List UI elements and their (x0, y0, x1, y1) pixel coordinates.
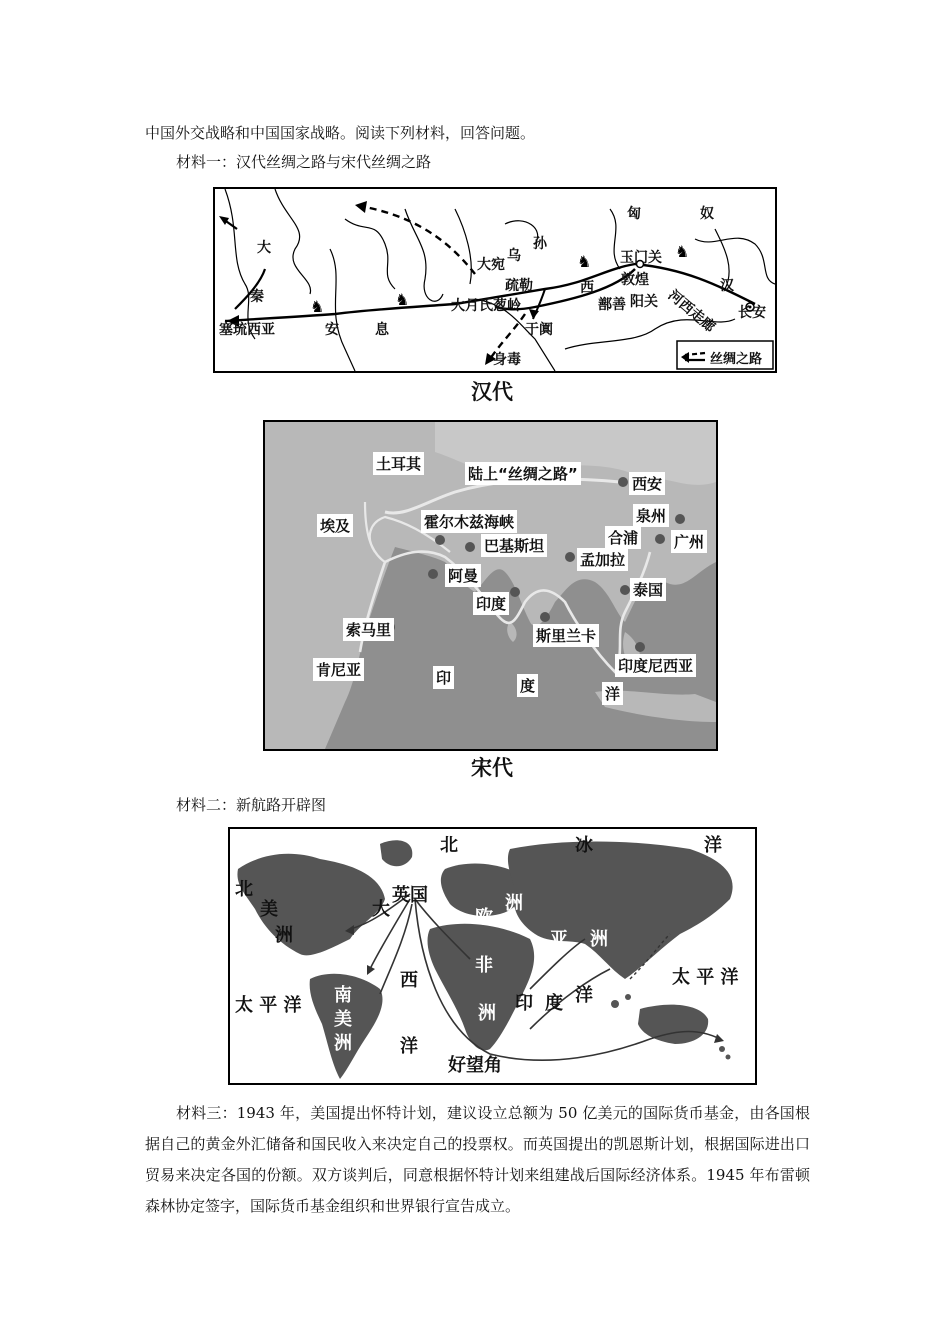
label-yuezhi: 大月氏葱岭 (451, 298, 521, 314)
label-eu-zhou: 洲 (505, 893, 523, 914)
label-han: 汉 (720, 278, 734, 294)
label-io-du: 度 (545, 993, 563, 1014)
label-land-silk-road: 陆上“丝绸之路” (465, 462, 581, 485)
han-silk-road-map (213, 187, 777, 373)
new-sea-routes-map (228, 827, 757, 1085)
label-na-bei: 北 (235, 879, 253, 900)
label-sun: 孙 (533, 236, 547, 252)
material3-paragraph: 材料三：1943 年，美国提出怀特计划，建议设立总额为 50 亿美元的国际货币基金，由各国根据自己的黄金外汇储备和国民收入来决定自己的投票权。而英国提出的凯恩斯计划，根据国际进出口贸易来决定各国的份额。双方谈判后，同意根据怀特计划来组建战后国际经济体系。1945 年布雷顿森林协定签字，国际货币基金组织和世界银行宣告成立。 (145, 1104, 810, 1215)
label-dunhuang: 敦煌 (621, 272, 649, 288)
label-thailand: 泰国 (630, 578, 666, 601)
label-xiongnu-2: 奴 (700, 206, 714, 222)
label-shendu: 身毒 (493, 352, 521, 368)
label-yumenguan: 玉门关 (620, 250, 662, 266)
svg-text:♞: ♞ (395, 290, 410, 309)
label-na-mei: 美 (260, 899, 278, 920)
label-quanzhou: 泉州 (633, 504, 669, 527)
label-egypt: 埃及 (317, 514, 353, 537)
label-xiongnu-1: 匈 (627, 206, 641, 222)
material2-title: 材料二：新航路开辟图 (176, 796, 327, 814)
label-srilanka: 斯里兰卡 (533, 624, 599, 647)
svg-text:♞: ♞ (577, 252, 592, 271)
label-as-zhou: 洲 (590, 929, 608, 950)
label-indonesia: 印度尼西亚 (615, 654, 696, 677)
material1-title: 材料一：汉代丝绸之路与宋代丝绸之路 (176, 153, 432, 171)
label-af-fei: 非 (475, 955, 493, 976)
label-xian: 西安 (629, 472, 665, 495)
label-xi2: 息 (375, 322, 389, 338)
label-shule: 疏勒 (505, 278, 533, 294)
label-io-yang: 洋 (575, 985, 593, 1006)
label-turkey: 土耳其 (373, 452, 424, 475)
label-an: 安 (325, 322, 339, 338)
label-as-ya: 亚 (550, 929, 568, 950)
label-pacific-west: 太 平 洋 (235, 995, 302, 1016)
label-dayuan: 大宛 (477, 257, 505, 273)
label-na-zhou: 洲 (275, 925, 293, 946)
label-seleucia: 塞琉西亚 (219, 322, 275, 338)
label-atlantic-yang: 洋 (400, 1036, 418, 1057)
label-qin: 秦 (250, 289, 264, 305)
label-pacific-east: 太 平 洋 (672, 967, 739, 988)
han-map-graphics (215, 189, 775, 371)
label-uk: 英国 (392, 885, 428, 906)
label-yang-arctic: 洋 (704, 835, 722, 856)
label-pakistan: 巴基斯坦 (481, 534, 547, 557)
label-af-zhou: 洲 (478, 1003, 496, 1024)
label-sa-mei: 美 (334, 1009, 352, 1030)
label-ocean-yang: 洋 (602, 682, 623, 705)
label-io-yin: 印 (515, 993, 533, 1014)
legend-silk-road: 丝绸之路 (710, 352, 763, 367)
label-kenya: 肯尼亚 (313, 658, 364, 681)
label-ocean-du: 度 (517, 674, 538, 697)
label-hepu: 合浦 (605, 526, 641, 549)
label-yangguan: 阳关 (630, 294, 658, 310)
label-changan: 长安 (738, 305, 766, 321)
label-bei: 北 (440, 835, 458, 856)
label-cape-good-hope: 好望角 (448, 1055, 502, 1076)
song-map-caption: 宋代 (471, 755, 513, 780)
label-hormuz: 霍尔木兹海峡 (421, 510, 517, 533)
label-da: 大 (257, 240, 271, 256)
song-silk-road-map (263, 420, 718, 751)
label-hexi: 河西走廊 (664, 287, 718, 336)
label-yutian: 于阗 (525, 322, 553, 338)
label-eu-ou: 欧 (475, 907, 493, 928)
label-oman: 阿曼 (445, 564, 481, 587)
label-ocean-yin: 印 (433, 666, 454, 689)
label-xi: 西 (580, 280, 594, 296)
label-guangzhou: 广州 (671, 530, 707, 553)
label-shanshan: 鄯善 (598, 297, 626, 313)
label-atlantic-xi: 西 (400, 970, 418, 991)
label-sa-nan: 南 (334, 985, 352, 1006)
svg-text:♞: ♞ (310, 297, 325, 316)
intro-line: 中国外交战略和中国国家战略。阅读下列材料，回答问题。 (145, 124, 536, 142)
label-da: 大 (372, 899, 390, 920)
label-somalia: 索马里 (343, 618, 394, 641)
label-bing: 冰 (575, 835, 593, 856)
label-india: 印度 (473, 592, 509, 615)
label-bangladesh: 孟加拉 (577, 548, 628, 571)
label-sa-zhou: 洲 (334, 1033, 352, 1054)
han-map-caption: 汉代 (471, 379, 513, 404)
label-wu: 乌 (507, 248, 521, 264)
svg-text:♞: ♞ (675, 242, 690, 261)
